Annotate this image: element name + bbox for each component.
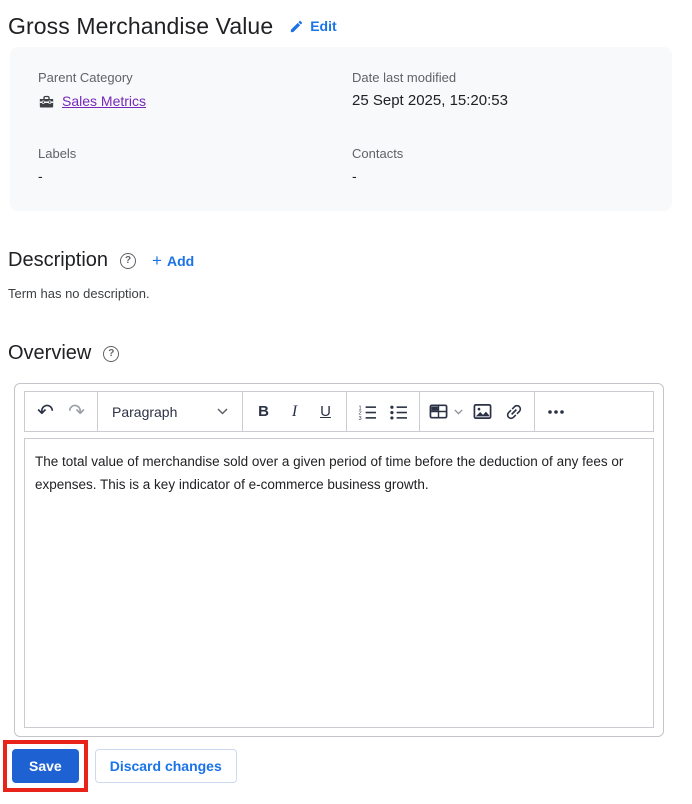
more-options-button[interactable] <box>540 396 571 427</box>
pencil-icon <box>289 19 304 34</box>
italic-button[interactable] <box>279 396 310 427</box>
insert-table-button[interactable] <box>425 396 467 427</box>
description-empty-text: Term has no description. <box>8 286 150 301</box>
insert-image-button[interactable] <box>467 396 498 427</box>
annotation-highlight <box>3 740 88 792</box>
numbered-list-button[interactable] <box>352 396 383 427</box>
toolbar-group-lists <box>347 392 420 431</box>
svg-text:3: 3 <box>358 415 362 420</box>
svg-text:1: 1 <box>358 404 362 411</box>
bulleted-list-icon <box>389 404 408 420</box>
bold-icon: B <box>258 403 269 420</box>
add-button-label: Add <box>166 252 195 269</box>
toolbar-group-insert <box>420 392 535 431</box>
toolbar-group-format <box>243 392 347 431</box>
parent-category-link[interactable]: Sales Metrics <box>62 93 147 109</box>
field-label: Labels <box>38 146 77 161</box>
chevron-down-icon <box>217 408 228 415</box>
undo-icon: ↶ <box>37 400 54 423</box>
overview-heading: Overview <box>8 342 92 364</box>
field-value: - <box>352 168 357 184</box>
field-label: Contacts <box>352 146 404 161</box>
paragraph-style-dropdown[interactable] <box>103 396 237 427</box>
toolbox-icon <box>38 94 55 109</box>
italic-icon: I <box>291 402 298 420</box>
image-icon <box>473 403 492 420</box>
page-title: Gross Merchandise Value <box>8 12 274 39</box>
undo-button[interactable] <box>30 396 61 427</box>
title-row <box>8 0 672 40</box>
numbered-list-icon <box>358 404 377 420</box>
overview-editor <box>14 383 664 737</box>
edit-button[interactable] <box>289 18 336 34</box>
underline-icon: U <box>320 403 331 420</box>
overview-section-header <box>8 342 672 365</box>
description-heading: Description <box>8 249 109 271</box>
paragraph-style-label: Paragraph <box>112 403 178 420</box>
edit-button-label: Edit <box>310 18 337 34</box>
field-contacts <box>352 146 644 186</box>
field-value: 25 Sept 2025, 15:20:53 <box>352 92 508 109</box>
discard-changes-button[interactable]: Discard changes <box>95 749 237 783</box>
redo-icon: ↷ <box>68 400 85 423</box>
field-labels <box>38 146 352 186</box>
editor-toolbar <box>24 391 654 432</box>
details-panel <box>10 47 672 211</box>
plus-icon: + <box>152 251 162 270</box>
underline-button[interactable] <box>310 396 341 427</box>
field-parent-category <box>38 70 352 110</box>
more-options-icon <box>547 409 565 415</box>
field-label: Parent Category <box>38 70 133 85</box>
field-value <box>38 92 352 110</box>
table-icon <box>429 403 448 420</box>
help-icon[interactable]: ? <box>120 253 136 269</box>
editor-content-area[interactable] <box>24 438 654 728</box>
overview-text: The total value of merchandise sold over a given period of time before the deduction of any fees or expenses. This is a key indicator of e-commerce business growth. <box>35 454 624 493</box>
toolbar-group-more <box>535 392 576 431</box>
toolbar-group-style <box>98 392 243 431</box>
field-label: Date last modified <box>352 70 457 85</box>
add-description-button[interactable] <box>152 252 194 269</box>
svg-text:2: 2 <box>358 410 362 417</box>
insert-link-button[interactable] <box>498 396 529 427</box>
description-section-header <box>8 249 672 272</box>
actions-row <box>8 740 672 792</box>
field-value: - <box>38 168 43 184</box>
field-date-modified <box>352 70 644 110</box>
help-icon[interactable]: ? <box>103 346 119 362</box>
save-button[interactable]: Save <box>12 749 79 783</box>
redo-button[interactable] <box>61 396 92 427</box>
bulleted-list-button[interactable] <box>383 396 414 427</box>
toolbar-group-history <box>25 392 98 431</box>
bold-button[interactable] <box>248 396 279 427</box>
link-icon <box>504 402 524 422</box>
chevron-down-icon <box>454 409 463 415</box>
